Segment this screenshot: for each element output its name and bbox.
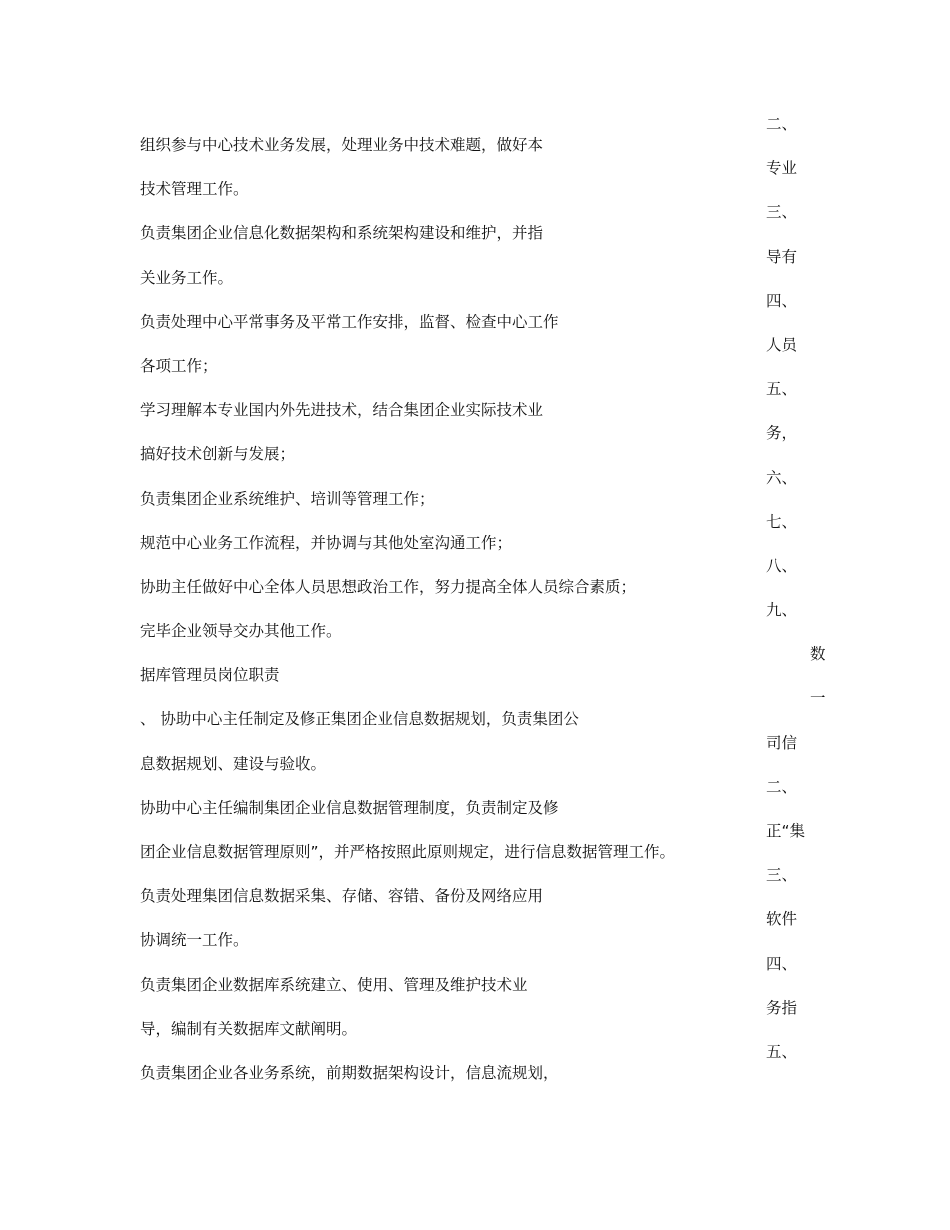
text-line: 负责处理集团信息数据采集、存储、容错、备份及网络应用	[140, 887, 544, 906]
text-line: 团企业信息数据管理原则”，并严格按照此原则规定，进行信息数据管理工作。	[140, 843, 676, 861]
text-line: 协助中心主任编制集团企业信息数据管理制度，负责制定及修	[140, 798, 559, 817]
text-line: 协助主任做好中心全体人员思想政治工作，努力提高全体人员综合素质；	[140, 577, 637, 596]
margin-fragment: 司信	[766, 733, 798, 752]
margin-fragment: 一	[810, 689, 826, 708]
text-line: 完毕企业领导交办其他工作。	[140, 622, 342, 641]
text-line: 学习理解本专业国内外先进技术，结合集团企业实际技术业	[140, 401, 544, 420]
margin-text-column	[766, 110, 916, 1082]
text-line: 技术管理工作。	[140, 180, 249, 199]
margin-fragment: 二、	[766, 777, 798, 796]
text-line: 规范中心业务工作流程，并协调与其他处室沟通工作；	[140, 533, 513, 552]
margin-fragment: 八、	[766, 556, 798, 575]
margin-fragment: 人员	[766, 335, 798, 354]
margin-fragment: 五、	[766, 380, 798, 399]
main-text-column	[140, 131, 730, 1103]
margin-fragment: 务指	[766, 998, 798, 1017]
text-line: 负责集团企业系统维护、培训等管理工作；	[140, 489, 435, 508]
margin-fragment: 二、	[766, 115, 798, 133]
text-line: 各项工作；	[140, 356, 218, 375]
margin-fragment: 专业	[766, 159, 798, 178]
text-line: 负责处理中心平常事务及平常工作安排，监督、检查中心工作	[140, 312, 559, 331]
margin-fragment: 务，	[766, 424, 798, 443]
margin-fragment: 三、	[766, 866, 798, 885]
text-line: 组织参与中心技术业务发展，处理业务中技术难题，做好本	[140, 136, 544, 154]
margin-fragment: 数	[810, 645, 826, 664]
text-line: 协调统一工作。	[140, 931, 249, 950]
margin-fragment: 七、	[766, 512, 798, 531]
text-line: 导，编制有关数据库文献阐明。	[140, 1019, 358, 1038]
margin-fragment: 四、	[766, 954, 798, 973]
text-line: 搞好技术创新与发展；	[140, 445, 296, 464]
text-line: 负责集团企业各业务系统，前期数据架构设计，信息流规划，	[140, 1063, 559, 1082]
margin-fragment: 六、	[766, 468, 798, 487]
text-line: 息数据规划、建设与验收。	[140, 754, 327, 773]
margin-fragment: 九、	[766, 601, 798, 620]
text-line: 关业务工作。	[140, 268, 234, 287]
margin-fragment: 四、	[766, 291, 798, 310]
text-line: 负责集团企业数据库系统建立、使用、管理及维护技术业	[140, 975, 528, 994]
section-heading: 据库管理员岗位职责	[140, 666, 280, 685]
margin-fragment: 五、	[766, 1042, 798, 1061]
margin-fragment: 导有	[766, 247, 798, 266]
margin-fragment: 正“集	[766, 822, 806, 840]
margin-fragment: 软件	[766, 910, 798, 929]
margin-fragment: 三、	[766, 203, 798, 222]
text-line: 负责集团企业信息化数据架构和系统架构建设和维护，并指	[140, 224, 544, 243]
text-line: 、 协助中心主任制定及修正集团企业信息数据规划，负责集团公	[140, 710, 579, 729]
